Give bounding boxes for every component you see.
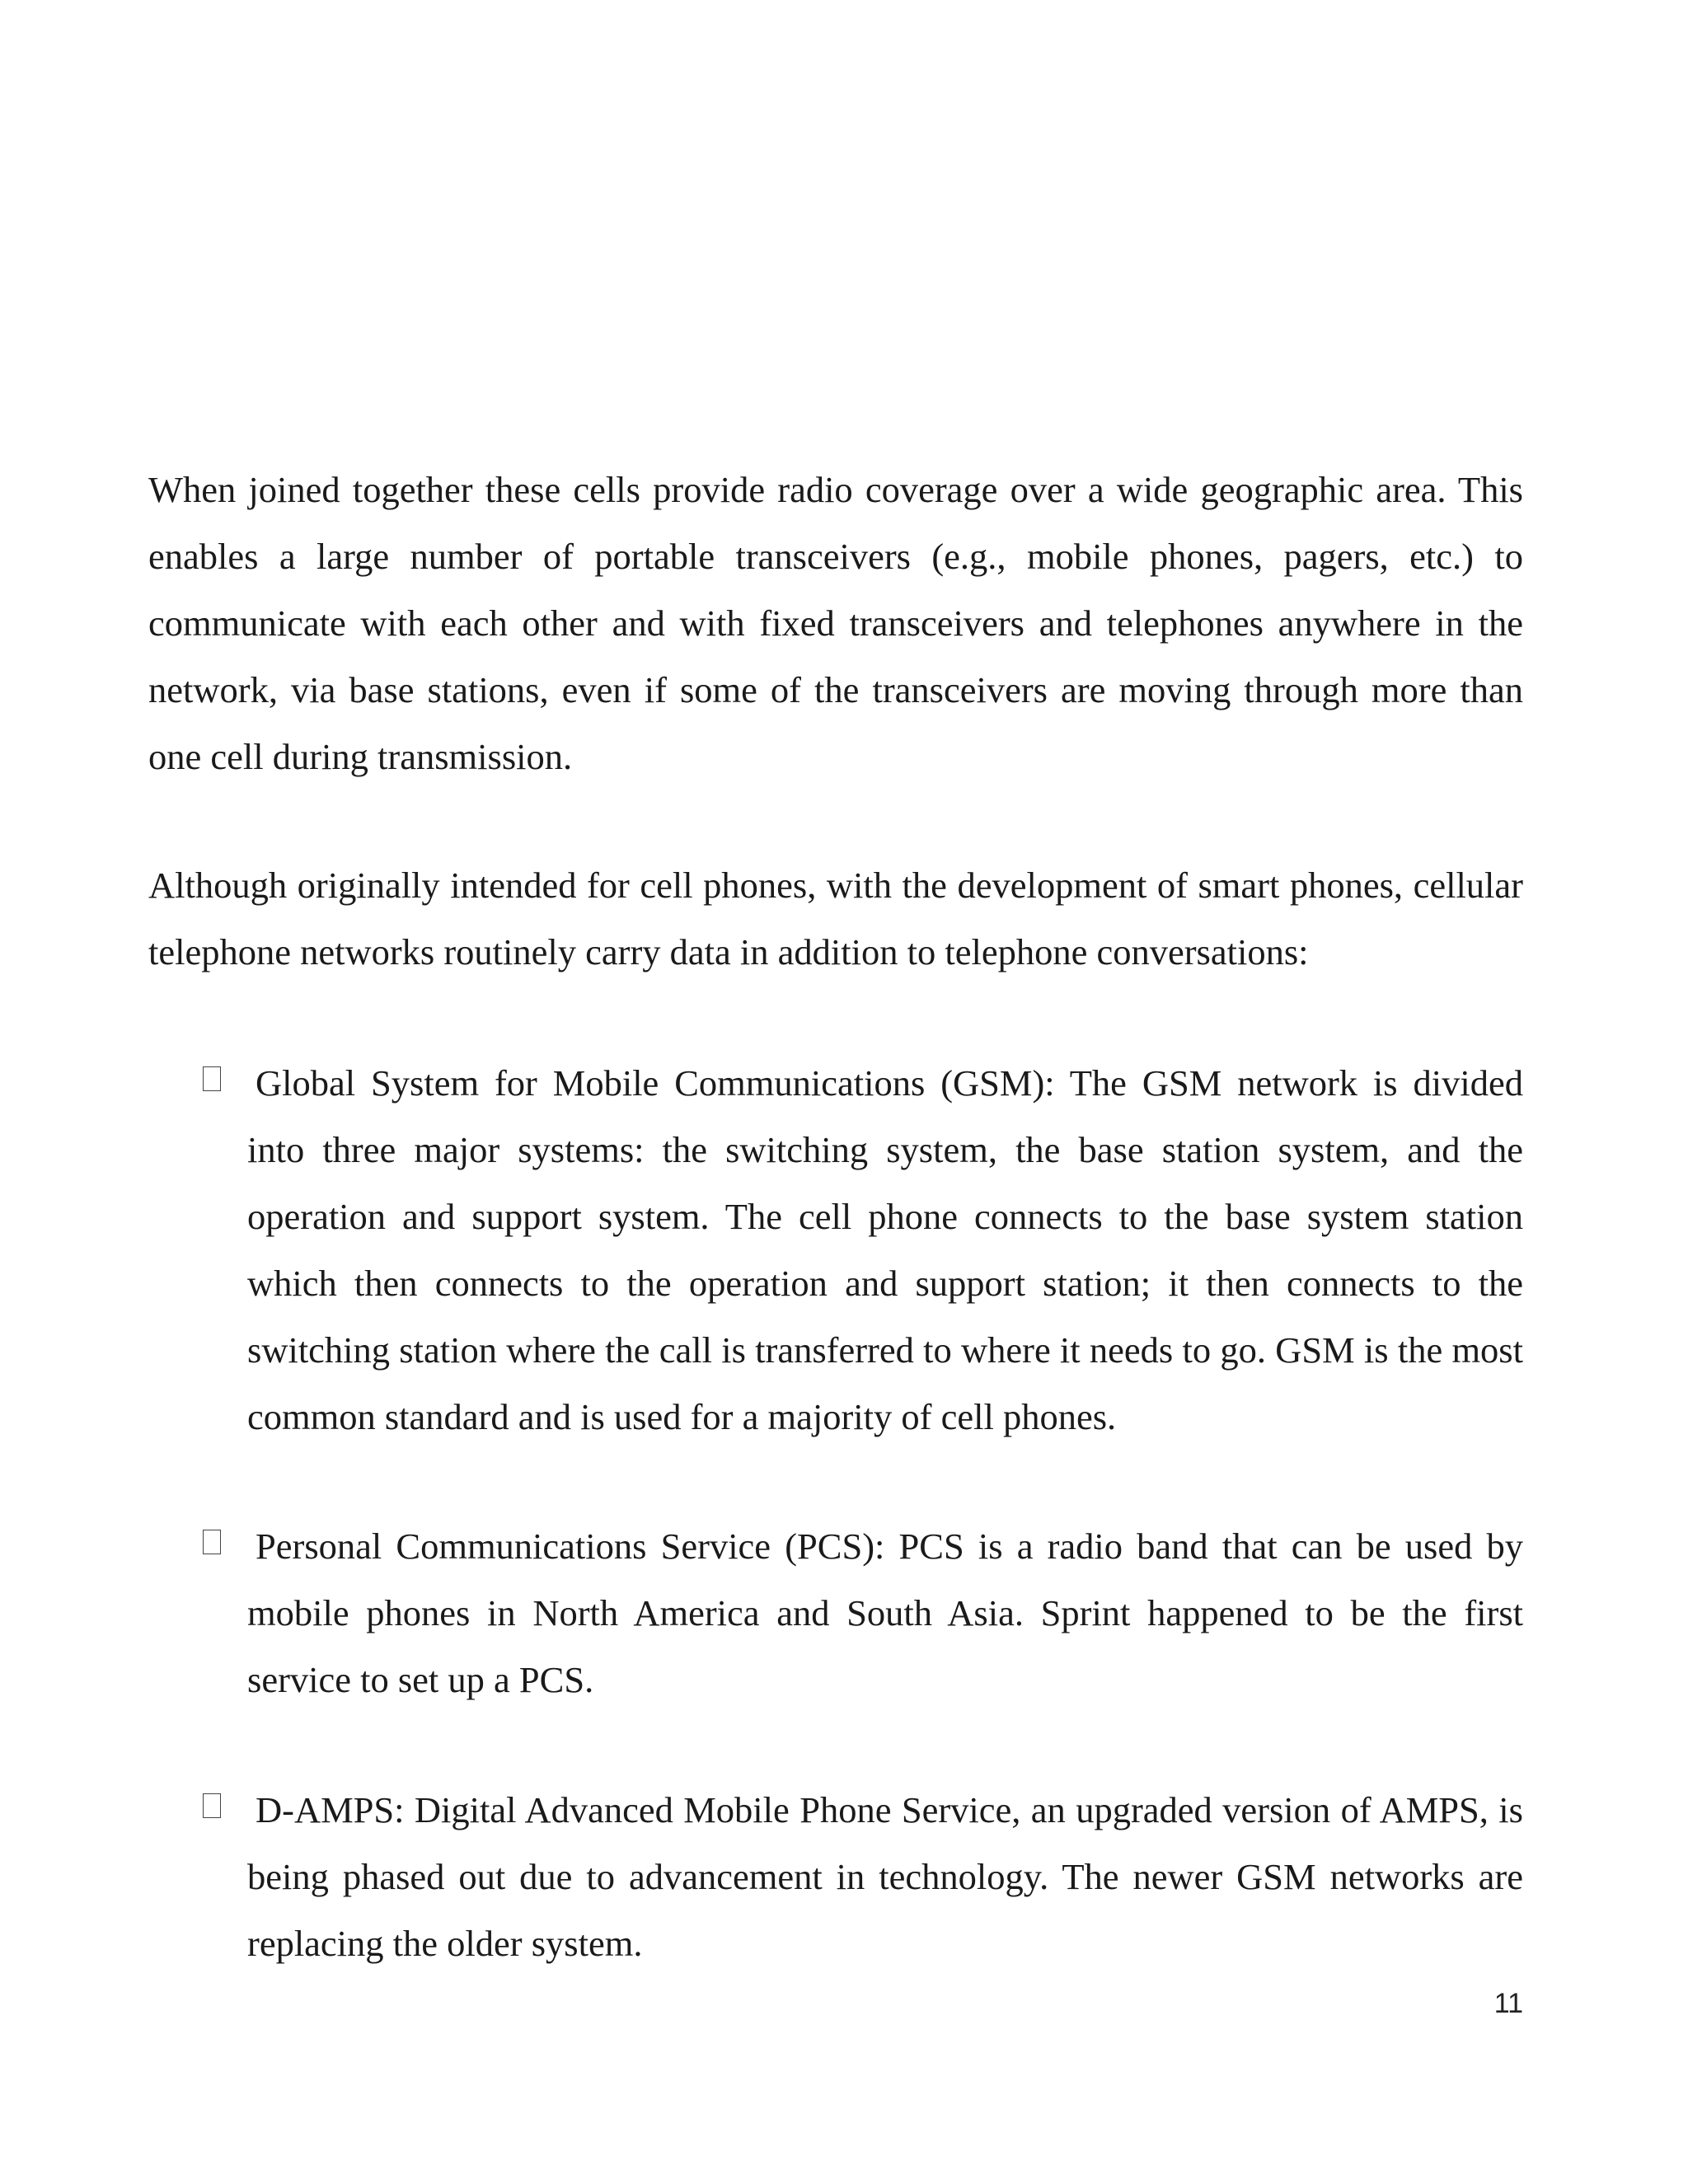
bullet-text-gsm: Global System for Mobile Communications (GSM): The GSM network is divided into three major systems: the switching system, the base station system, and the operation and support system. The cell phone connects to the base system station which then connects to the operation and support station; it then connects to the switching station where the call is transferred to where it needs to go. GSM is the most common standard and is used for a majority of cell phones. <box>247 1062 1523 1437</box>
missing-glyph-bullet-icon <box>203 1793 221 1818</box>
bullet-text-pcs: Personal Communications Service (PCS): PCS is a radio band that can be used by mobile phones in North America and South Asia. Sprint happened to be the first service to set up a PCS. <box>247 1526 1523 1700</box>
page-number: 11 <box>1493 1988 1523 2019</box>
paragraph-cell-coverage: When joined together these cells provide radio coverage over a wide geographic area. This enables a large number of portable transceivers (e.g., mobile phones, pagers, etc.) to communicate with each other and with fixed transceivers and telephones anywhere in the network, via base stations, even if some of the transceivers are moving through more than one cell during transmission. <box>148 469 1523 777</box>
bullet-text-damps: D-AMPS: Digital Advanced Mobile Phone Service, an upgraded version of AMPS, is being phased out due to advancement in technology. The newer GSM networks are replacing the older system. <box>247 1789 1523 1964</box>
missing-glyph-bullet-icon <box>203 1066 221 1091</box>
bullet-item-pcs <box>148 1513 1523 1713</box>
missing-glyph-bullet-icon <box>203 1530 221 1554</box>
bullet-item-gsm <box>148 1050 1523 1451</box>
paragraph-data-networks: Although originally intended for cell phones, with the development of smart phones, cellular telephone networks routinely carry data in addition to telephone conversations: <box>148 865 1523 972</box>
bullet-item-damps <box>148 1777 1523 1977</box>
